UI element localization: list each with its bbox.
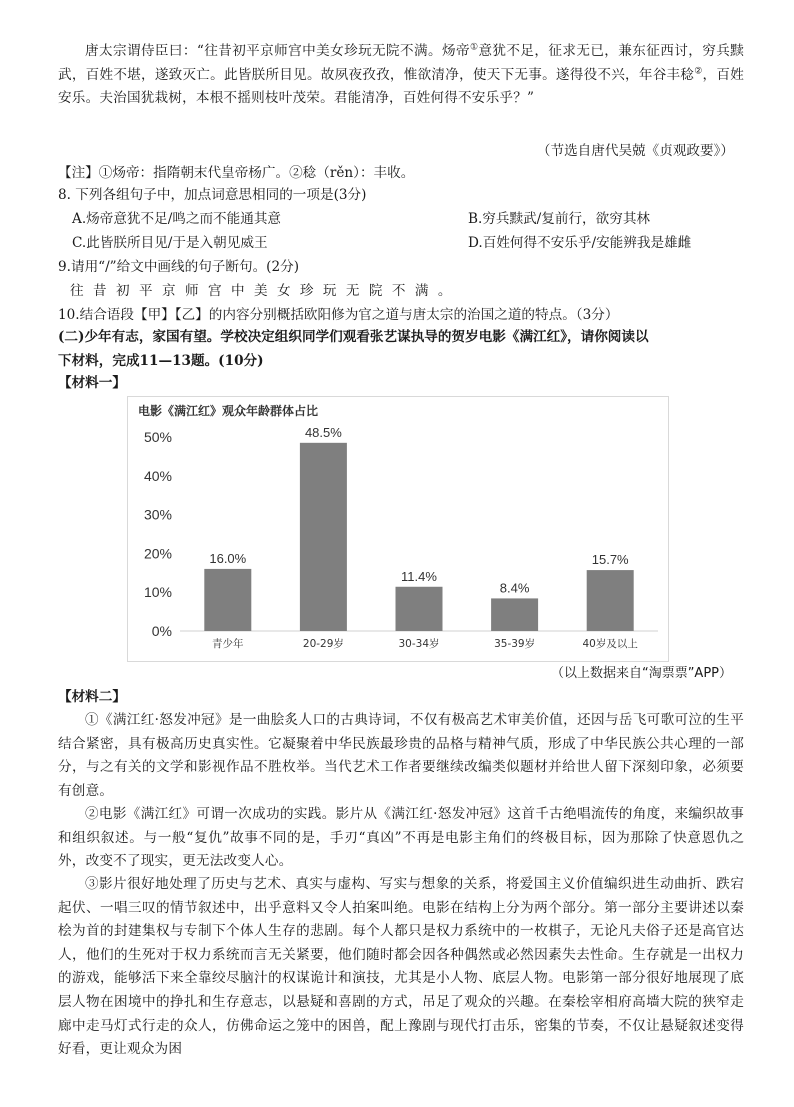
- bar-value-label: 8.4%: [499, 580, 530, 596]
- y-tick-label: 30%: [143, 506, 172, 523]
- material2-label: 【材料二】: [58, 689, 126, 705]
- note-mark-1: ①: [469, 42, 479, 53]
- q9-sentence: 往昔初平京师宫中美女珍玩无院不满。: [70, 283, 461, 299]
- classical-passage: [58, 40, 744, 111]
- q8-option-d: D.百姓何得不安乐乎/安能辨我是雄雌: [468, 235, 692, 251]
- passage-text-2: 意犹不足，征求无已，兼东征西讨，穷兵黩武，百姓不堪，遂致灭亡。此皆朕所目见。故夙夜孜孜，惟欲清净，使天下无事。遂得役不兴，年谷丰稔: [58, 43, 744, 83]
- note-mark-2: ②: [694, 66, 703, 77]
- bar-value-label: 11.4%: [401, 568, 437, 584]
- chart-bar: [491, 598, 538, 631]
- x-category-label: 20-29岁: [302, 638, 344, 650]
- x-category-label: 35-39岁: [494, 638, 536, 650]
- y-tick-label: 40%: [143, 467, 172, 484]
- section2-intro-line2: 下材料，完成11—13题。(10分): [58, 353, 264, 369]
- age-group-chart: [127, 396, 669, 662]
- q8-option-a: A.炀帝意犹不足/鸣之而不能通其意: [72, 211, 282, 227]
- chart-bar: [204, 569, 251, 631]
- bar-value-label: 16.0%: [209, 550, 247, 566]
- material1-label: 【材料一】: [58, 375, 126, 391]
- material2-paragraph-2: ②电影《满江红》可谓一次成功的实践。影片从《满江红·怒发冲冠》这首千古绝唱流传的角度，来编织故事和组织叙述。与一般“复仇”故事不同的是，手刃“真凶”不再是电影主角们的终极目标，因为那除了快意恩仇之外，改变不了现实，更无法改变人心。: [58, 806, 744, 870]
- passage-source: （节选自唐代吴兢《贞观政要》）: [536, 143, 734, 159]
- chart-bar: [587, 570, 634, 631]
- chart-svg: [128, 397, 668, 661]
- material2-paragraph-1: ①《满江红·怒发冲冠》是一曲脍炙人口的古典诗词，不仅有极高艺术审美价值，还因与岳飞可歌可泣的生平结合紧密，具有极高历史真实性。它凝聚着中华民族最珍贵的品格与精神气质，形成了中华民族公共心理的一部分，与之有关的文学和影视作品不胜枚举。当代艺术工作者要继续改编类似题材并给世人留下深刻印象，必须要有创意。: [58, 712, 744, 799]
- material2-paragraph-3: ③影片很好地处理了历史与艺术、真实与虚构、写实与想象的关系，将爱国主义价值编织进生动曲折、跌宕起伏、一唱三叹的情节叙述中，出乎意料又令人拍案叫绝。电影在结构上分为两个部分。第一部分主要讲述以秦桧为首的封建集权与专制下个体人生存的悲剧。每个人都只是权力系统中的一枚棋子，无论凡夫俗子还是高官达人，他们的生死对于权力系统而言无关紧要，他们随时都会因各种偶然或必然因素失去性命。生存就是一出权力的游戏，能够活下来全靠绞尽脑汁的权谋诡计和演技，尤其是小人物、底层人物。电影第一部分很好地展现了底层人物在困境中的挣扎和生存意志，以悬疑和喜剧的方式，吊足了观众的兴趣。在秦桧宰相府高墙大院的狭窄走廊中走马灯式行走的众人，仿佛命运之笼中的困兽，配上豫剧与现代打击乐，密集的节奏，不仅让悬疑叙述变得好看，更让观众为困: [58, 876, 744, 1058]
- x-category-label: 40岁及以上: [582, 638, 638, 650]
- y-tick-label: 20%: [143, 545, 172, 562]
- question-10-stem: 10.结合语段【甲】【乙】的内容分别概括欧阳修为官之道与唐太宗的治国之道的特点。（3分）: [58, 307, 619, 323]
- q8-option-c: C.此皆朕所目见/于是入朝见威王: [72, 235, 268, 251]
- y-tick-label: 10%: [143, 584, 172, 601]
- x-category-label: 青少年: [212, 638, 244, 650]
- chart-source-note: （以上数据来自“淘票票”APP）: [550, 666, 732, 681]
- q8-option-b: B.穷兵黩武/复前行，欲穷其林: [468, 211, 651, 227]
- question-9-stem: 9.请用“/”给文中画线的句子断句。(2分): [58, 259, 300, 275]
- bar-value-label: 48.5%: [304, 424, 342, 440]
- chart-title: 电影《满江红》观众年龄群体占比: [138, 404, 319, 418]
- x-category-label: 30-34岁: [398, 638, 440, 650]
- question-8-stem: 8. 下列各组句子中，加点词意思相同的一项是(3分): [58, 187, 367, 203]
- passage-text-1: 唐太宗谓侍臣曰：“往昔初平京师宫中美女珍玩无院不满。炀帝: [85, 43, 470, 59]
- notes: 【注】①炀帝：指隋朝末代皇帝杨广。②稔（rěn）：丰收。: [58, 165, 415, 181]
- chart-bar: [300, 443, 347, 631]
- chart-bar: [396, 587, 443, 631]
- y-tick-label: 0%: [151, 623, 172, 639]
- section2-intro-line1: (二)少年有志，家国有望。学校决定组织同学们观看张艺谋执导的贺岁电影《满江红》，请你阅读以: [58, 329, 649, 345]
- y-tick-label: 50%: [143, 429, 172, 445]
- passage-text-3: ，百姓安乐。夫治国犹栽树，本根不摇则枝叶茂荣。君能清净，百姓何得不安乐乎？”: [58, 66, 744, 107]
- bar-value-label: 15.7%: [591, 552, 629, 568]
